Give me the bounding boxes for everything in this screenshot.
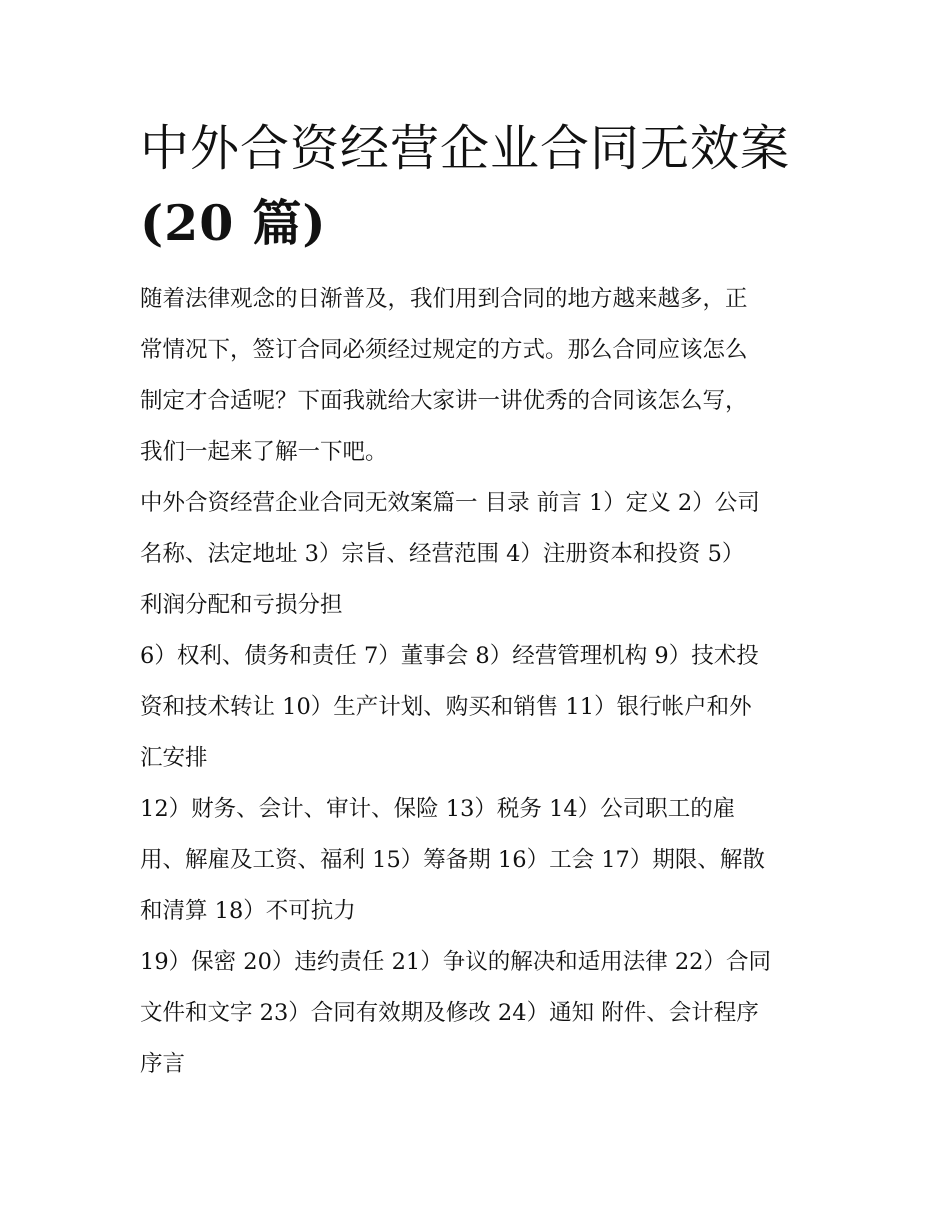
document-title [140, 112, 820, 260]
document-title-suffix: (20 篇) [140, 194, 327, 252]
toc-paragraph-1: 中外合资经营企业合同无效案篇一 目录 前言 1）定义 2）公司 名称、法定地址 3）宗旨、经营范围 4）注册资本和投资 5） 利润分配和亏损分担 [140, 490, 760, 618]
intro-paragraph: 随着法律观念的日渐普及，我们用到合同的地方越来越多，正 常情况下，签订合同必须经过规定的方式。那么合同应该怎么 制定才合适呢？下面我就给大家讲一讲优秀的合同该怎么写， 我们一起来了解一下吧。 [140, 286, 748, 465]
document-title-main: 中外合资经营企业合同无效案 [140, 120, 791, 177]
toc-paragraph-2: 6）权利、债务和责任 7）董事会 8）经营管理机构 9）技术投 资和技术转让 10）生产计划、购买和销售 11）银行帐户和外 汇安排 [140, 643, 759, 771]
document-body [140, 274, 818, 1090]
toc-paragraph-3: 12）财务、会计、审计、保险 13）税务 14）公司职工的雇 用、解雇及工资、福利 15）筹备期 16）工会 17）期限、解散 和清算 18）不可抗力 [140, 796, 765, 924]
toc-paragraph-4: 19）保密 20）违约责任 21）争议的解决和适用法律 22）合同 文件和文字 23）合同有效期及修改 24）通知 附件、会计程序 序言 [140, 949, 771, 1077]
